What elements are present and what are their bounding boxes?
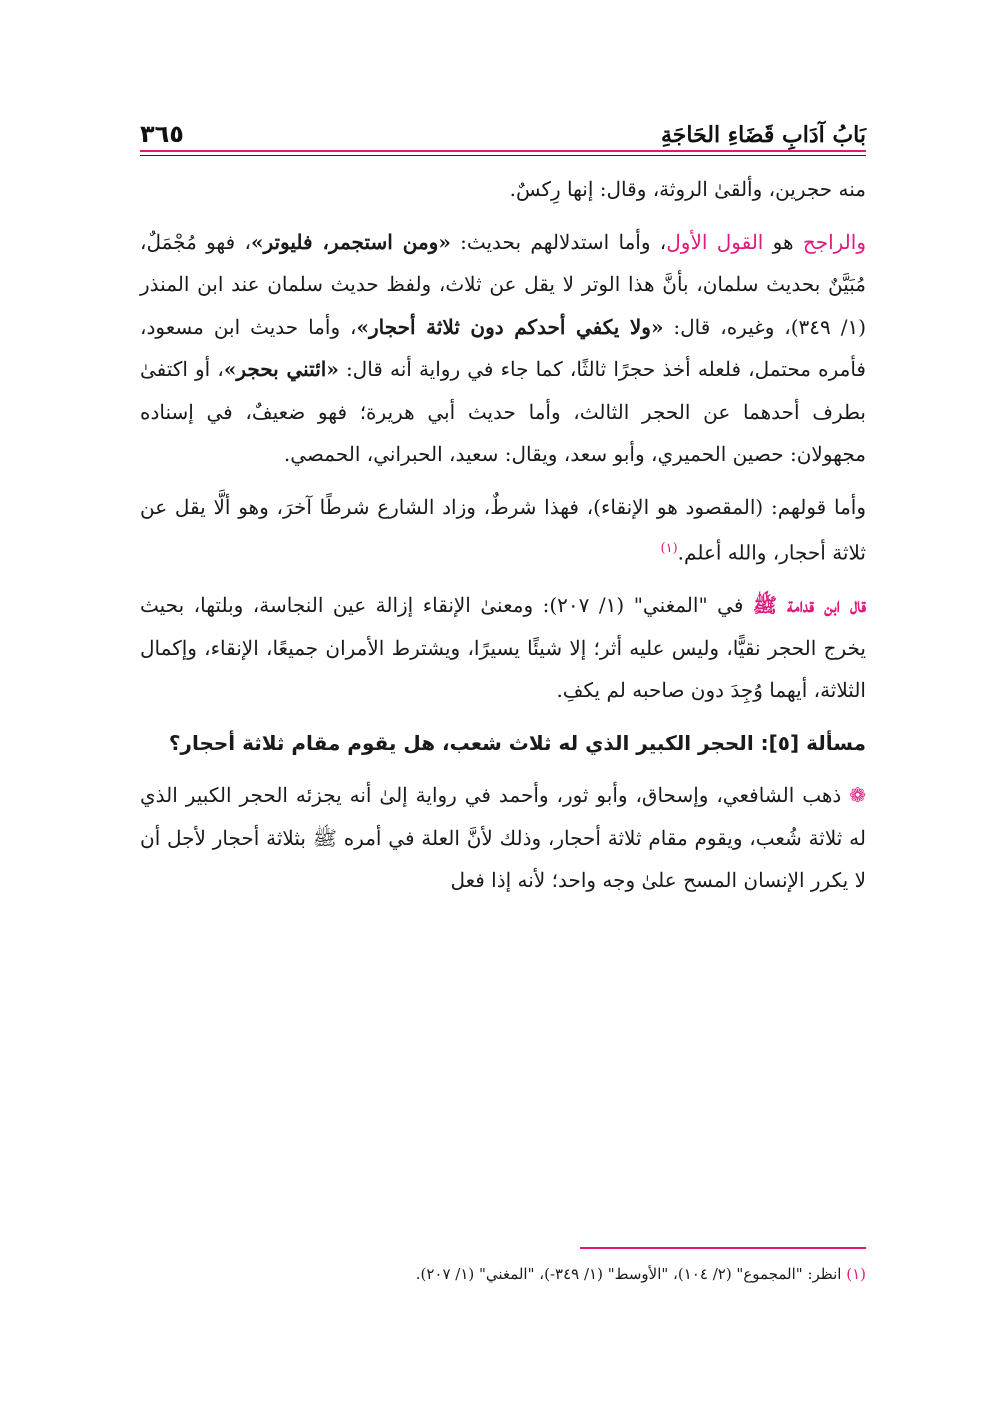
quoted-author: قال ابن قدامة ﷺ: [752, 593, 866, 618]
header-rule-dark: [140, 155, 866, 156]
paragraph-2: [140, 486, 866, 575]
paragraph-4: [140, 774, 866, 902]
text-span: ، أو اكتفىٰ بطرف أحدهما عن الحجر الثالث، وأما حديث أبي هريرة؛ فهو ضعيفٌ، في إسناده مجهولان: حصين الحميري، وأبو سعد، ويقال: سعيد، الحبراني، الحمصي.: [140, 357, 866, 466]
text-span: هو: [763, 229, 803, 254]
text-span: في "المغني" (١/ ٢٠٧): ومعنىٰ الإنقاء إزالة عين النجاسة، وبلتها، بحيث يخرج الحجر نقيًّا، وليس عليه أثر؛ إلا شيئًا يسيرًا، ويشترط الأمران جميعًا، الإنقاء، وإكمال الثلاثة، أيهما وُجِدَ دون صاحبه لم يكفِ.: [140, 593, 866, 703]
footnote-number: (١): [846, 1265, 866, 1283]
main-text: [140, 168, 866, 902]
text-span: ، وأما حديث ابن مسعود، فأمره محتمل، فلعله أخذ حجرًا ثالثًا، كما جاء في رواية أنه قال:: [140, 314, 866, 381]
text-span: ، فهو مُجْمَلٌ، مُبَيَّنٌ بحديث سلمان، بأنَّ هذا الوتر لا يقل عن ثلاث، ولفظ حديث سلمان عند ابن المنذر (١/ ٣٤٩)، وغيره، قال:: [140, 229, 867, 339]
header-rule-pink: [140, 150, 866, 152]
hadith-quote-3: «ائتني بحجر»: [223, 357, 339, 381]
paragraph-1: [140, 221, 866, 476]
page-header: [140, 108, 866, 148]
text-span: ذهب الشافعي، وإسحاق، وأبو ثور، وأحمد في رواية إلىٰ أنه يجزئه الحجر الكبير الذي له ثلاثة شُعب، ويقوم مقام ثلاثة أحجار، وذلك لأنَّ العلة في أمره ﷺ بثلاثة أحجار لأجل أن لا يكرر الإنسان المسح علىٰ وجه واحد؛ لأنه إذا فعل: [140, 783, 866, 893]
issue-heading: مسألة [٥]: الحجر الكبير الذي له ثلاث شعب، هل يقوم مقام ثلاثة أحجار؟: [168, 730, 866, 755]
footnote: [140, 1260, 866, 1288]
paragraph-0: منه حجرين، وألقىٰ الروثة، وقال: إنها رِكسٌ.: [509, 177, 866, 201]
term-rajih: والراجح: [802, 229, 866, 254]
term-first-opinion: القول الأول: [666, 229, 764, 254]
running-title: بَابُ آدَابِ قَضَاءِ الحَاجَةِ: [660, 122, 866, 148]
text-span: ، وأما استدلالهم بحديث:: [450, 229, 667, 254]
footnote-text: انظر: "المجموع" (٢/ ١٠٤)، "الأوسط" (١/ ٣٤٩-)، "المغني" (١/ ٢٠٧).: [415, 1265, 847, 1283]
text-span: وأما قولهم: (المقصود هو الإنقاء)، فهذا شرطٌ، وزاد الشارع شرطًا آخرَ، وهو ألَّا يقل عن ثلاثة أحجار، والله أعلم.: [140, 494, 866, 565]
flower-ornament-icon: ❁: [849, 783, 866, 808]
hadith-quote-1: «ومن استجمر، فليوتر»: [250, 229, 451, 254]
page-number: ٣٦٥: [140, 120, 184, 148]
footnote-ref[interactable]: (١): [660, 541, 678, 556]
footnote-rule: [580, 1247, 866, 1249]
paragraph-3: [140, 584, 866, 712]
hadith-quote-2: «ولا يكفي أحدكم دون ثلاثة أحجار»: [356, 314, 664, 339]
